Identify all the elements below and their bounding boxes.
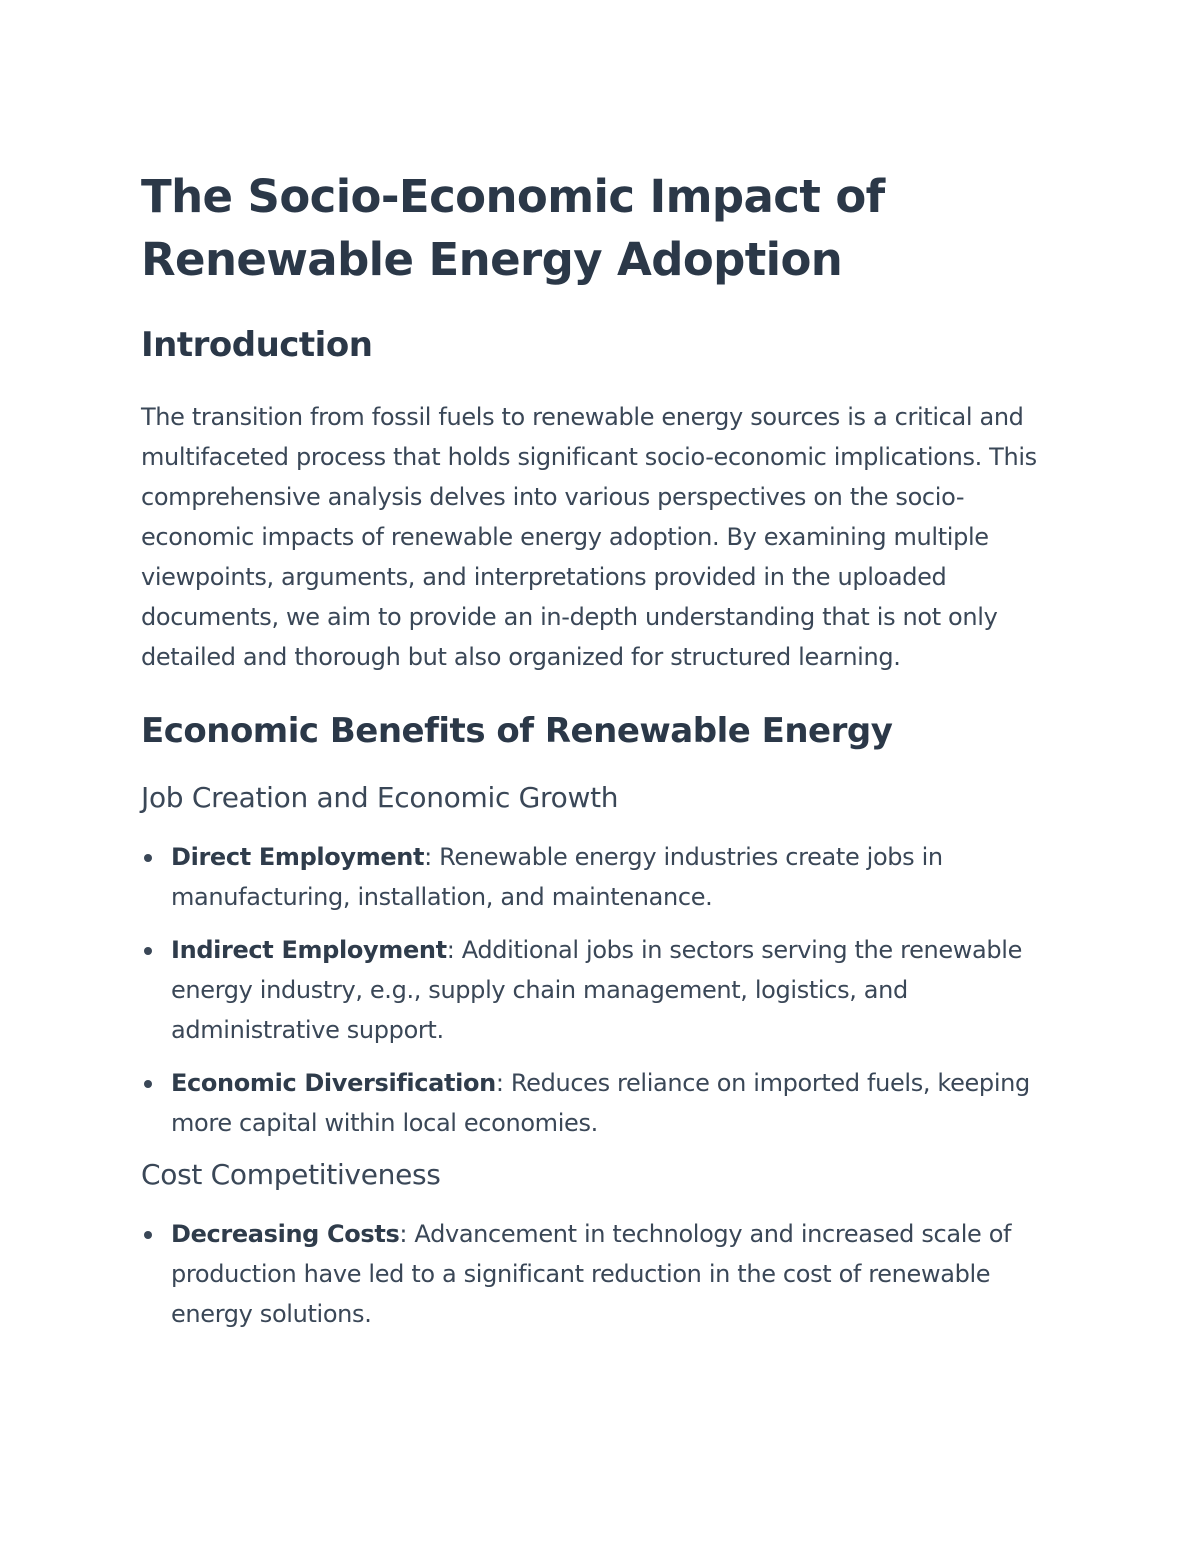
list-item-text: : Additional jobs in sectors serving the renewable energy industry, e.g., supply chain management, logistics, and administrative support. — [171, 936, 1023, 1044]
list-item-term: Decreasing Costs — [171, 1220, 400, 1248]
cost-competitiveness-list — [141, 1214, 1066, 1334]
bullet-dot-icon — [144, 947, 152, 955]
list-item — [141, 837, 1066, 917]
list-item — [141, 1063, 1066, 1143]
bullet-dot-icon — [144, 1231, 152, 1239]
document-title — [141, 165, 1066, 291]
title-line-2: Renewable Energy Adoption — [141, 233, 843, 286]
list-item-term: Indirect Employment — [171, 936, 447, 964]
list-item — [141, 1214, 1066, 1334]
title-line-1: The Socio-Economic Impact of — [141, 170, 885, 223]
bullet-dot-icon — [144, 1080, 152, 1088]
list-item-text: : Reduces reliance on imported fuels, keeping more capital within local economies. — [171, 1069, 1030, 1137]
bullet-dot-icon — [144, 854, 152, 862]
list-item-text: : Renewable energy industries create jobs in manufacturing, installation, and maintenance. — [171, 843, 943, 911]
list-item — [141, 930, 1066, 1050]
document-page — [141, 165, 1066, 1347]
introduction-paragraph: The transition from fossil fuels to renewable energy sources is a critical and multifaceted process that holds significant socio-economic implications. This comprehensive analysis delves into various perspectives on the socio-economic impacts of renewable energy adoption. By examining multiple viewpoints, arguments, and interpretations provided in the uploaded documents, we aim to provide an in-depth understanding that is not only detailed and thorough but also organized for structured learning. — [141, 403, 1037, 671]
economic-benefits-heading: Economic Benefits of Renewable Energy — [141, 711, 893, 751]
list-item-text: : Advancement in technology and increased scale of production have led to a significant reduction in the cost of renewable energy solutions. — [171, 1220, 1012, 1328]
introduction-heading: Introduction — [141, 325, 373, 365]
cost-competitiveness-heading: Cost Competitiveness — [141, 1158, 441, 1191]
list-item-term: Direct Employment — [171, 843, 425, 871]
job-creation-heading: Job Creation and Economic Growth — [141, 781, 619, 814]
job-creation-list — [141, 837, 1066, 1143]
list-item-term: Economic Diversification — [171, 1069, 496, 1097]
